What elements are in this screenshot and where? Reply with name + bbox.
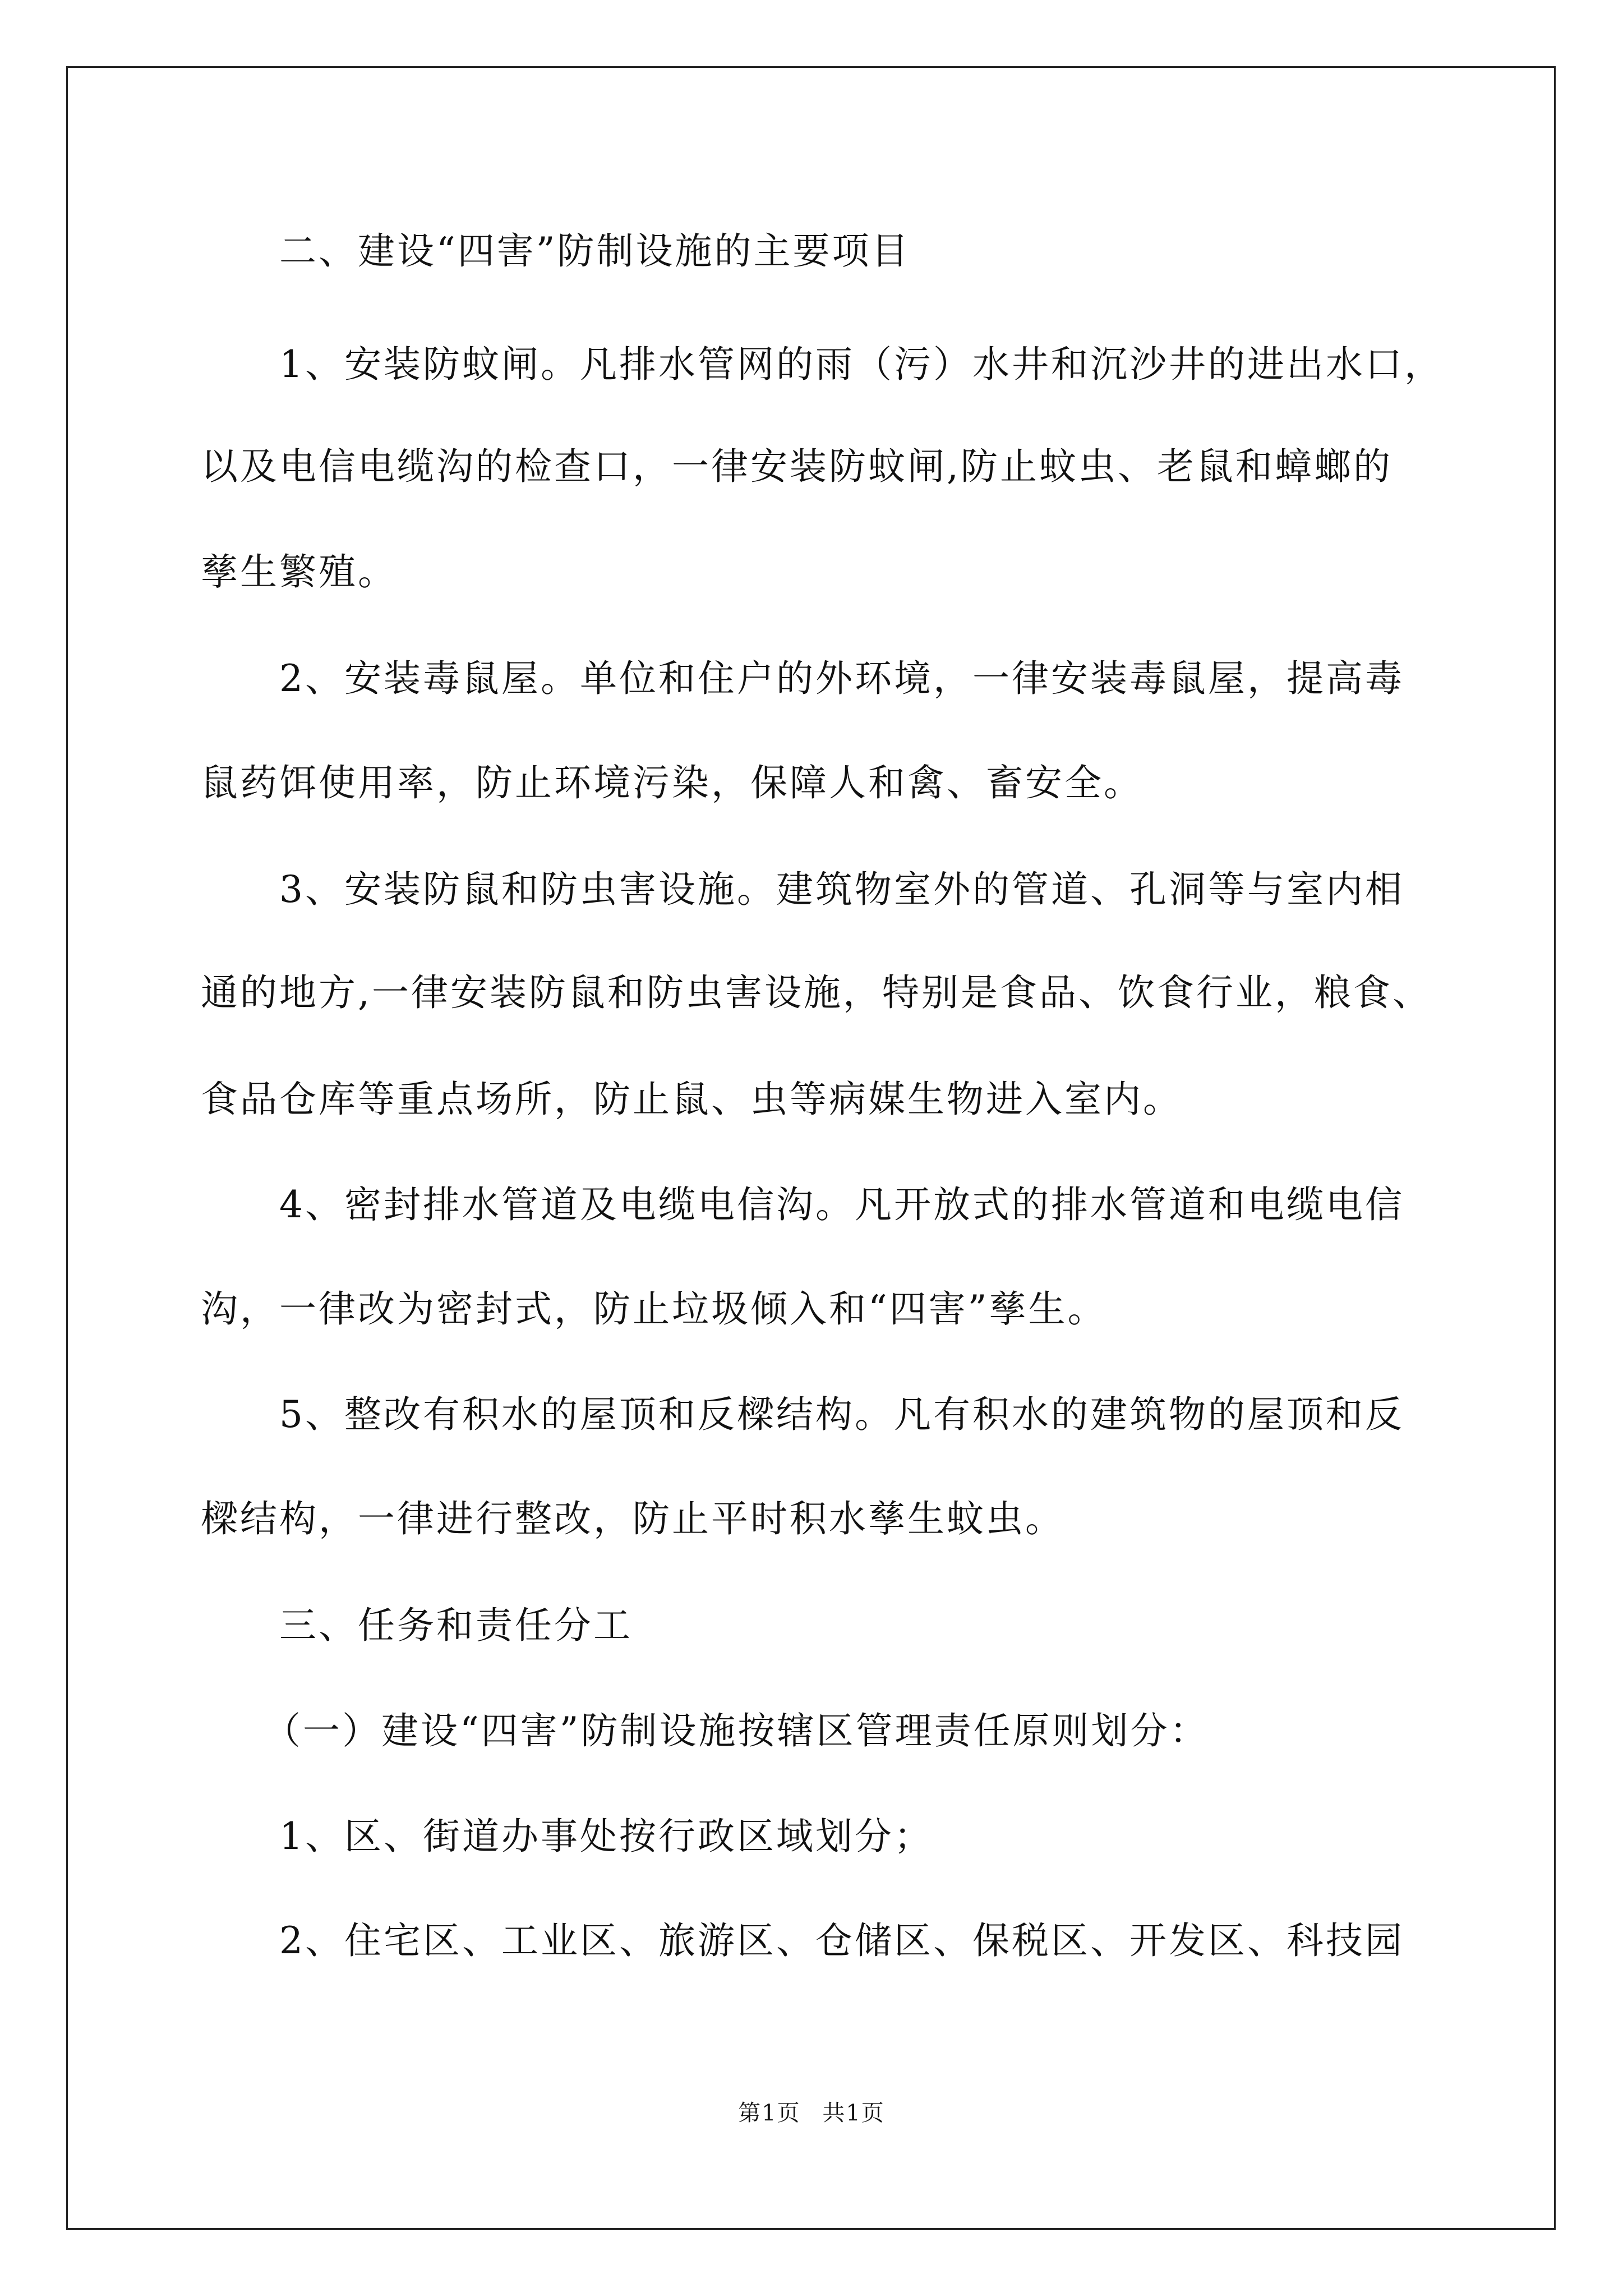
paragraph-line: 鼠药饵使用率，防止环境污染，保障人和禽、畜安全。 [201,761,1143,804]
paragraph-line: 孳生繁殖。 [201,550,397,593]
section-heading-2: 二、建设“四害”防制设施的主要项目 [279,229,911,273]
paragraph-line: 2、安装毒鼠屋。单位和住户的外环境，一律安装毒鼠屋，提高毒 [279,657,1404,700]
paragraph-line: 3、安装防鼠和防虫害设施。建筑物室外的管道、孔洞等与室内相 [279,868,1404,911]
page-footer [0,2099,1623,2127]
page-number: 第1页 [738,2100,801,2126]
paragraph-line: 以及电信电缆沟的检查口，一律安装防蚊闸,防止蚊虫、老鼠和蟑螂的 [201,445,1393,488]
paragraph-line: 樑结构，一律进行整改，防止平时积水孳生蚊虫。 [201,1497,1064,1540]
page-total: 共1页 [822,2100,885,2126]
paragraph-line: 5、整改有积水的屋顶和反樑结构。凡有积水的建筑物的屋顶和反 [279,1393,1404,1436]
subsection-heading: （一）建设“四害”防制设施按辖区管理责任原则划分： [264,1709,1209,1752]
paragraph-line: 沟，一律改为密封式，防止垃圾倾入和“四害”孳生。 [201,1287,1107,1331]
paragraph-line: 2、住宅区、工业区、旅游区、仓储区、保税区、开发区、科技园 [279,1919,1404,1962]
paragraph-line: 1、区、街道办事处按行政区域划分； [279,1815,933,1858]
paragraph-line: 食品仓库等重点场所，防止鼠、虫等病媒生物进入室内。 [201,1078,1182,1121]
section-heading-3: 三、任务和责任分工 [279,1604,633,1647]
paragraph-line: 4、密封排水管道及电缆电信沟。凡开放式的排水管道和电缆电信 [279,1183,1404,1226]
paragraph-line: 通的地方,一律安装防鼠和防虫害设施，特别是食品、饮食行业，粮食、 [201,971,1432,1014]
page-frame [66,66,1556,2230]
paragraph-line: 1、安装防蚊闸。凡排水管网的雨（污）水井和沉沙井的进出水口， [279,343,1444,386]
